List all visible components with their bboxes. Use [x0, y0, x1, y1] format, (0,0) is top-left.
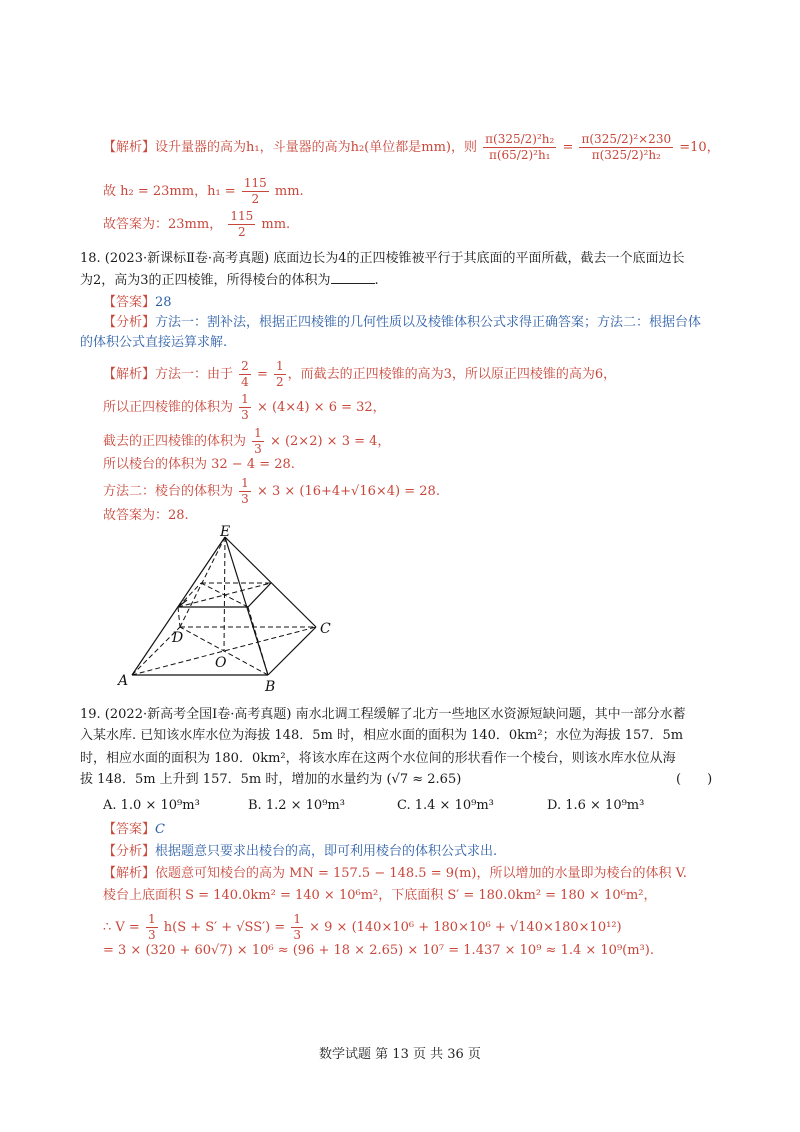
label-O: O — [215, 655, 227, 671]
q18-solution-line5: 方法二：棱台的体积为 $\frac{1}{3}$ × 3 × (16+4+√16×4) = 28. — [103, 476, 440, 506]
q18-solution-line3: 截去的正四棱锥的体积为 $\frac{1}{3}$ × (2×2) × 3 = 4， — [103, 426, 391, 456]
q19-answer: 【答案】C — [103, 822, 165, 837]
label-E: E — [220, 525, 231, 540]
q17-solution-line2: 故 h₂ = 23mm，h₁ = $\frac{115}{2}$ mm. — [103, 176, 304, 206]
solution-tag: 【解析】 — [103, 140, 156, 155]
q18-analysis-line1: 【分析】方法一：割补法，根据正四棱锥的几何性质以及棱锥体积公式求得正确答案；方法二：根据台体 — [103, 315, 702, 330]
q18-solution-line6: 故答案为：28. — [103, 508, 189, 523]
label-C: C — [320, 621, 331, 637]
frustum-figure — [110, 525, 350, 695]
q18-answer: 【答案】28 — [103, 295, 172, 310]
q18-analysis-line2: 的体积公式直接运算求解. — [80, 335, 228, 350]
q18-solution-line4: 所以棱台的体积为 32 − 4 = 28. — [103, 457, 295, 472]
q19-stem-line3: 时，相应水面的面积为 180．0km²，将该水库在这两个水位间的形状看作一个棱台，则该水库水位从海 — [80, 751, 676, 766]
q18-stem-line1: 18. (2023·新课标Ⅱ卷·高考真题) 底面边长为4的正四棱锥被平行于其底面的平面所截，截去一个底面边长 — [80, 251, 685, 266]
q18-solution-line2: 所以正四棱锥的体积为 $\frac{1}{3}$ × (4×4) × 6 = 32， — [103, 392, 386, 422]
q17-eq-result: =10， — [679, 140, 720, 155]
q19-option-c: C. 1.4 × 10⁹m³ — [397, 798, 494, 813]
q19-analysis: 【分析】根据题意只要求出棱台的高，即可利用棱台的体积公式求出. — [103, 844, 498, 859]
q17-eq-right-fraction: $\frac{\text{π(325/2)²×230}}{\text{π(325/2)²h₂}}$ — [581, 132, 672, 162]
q19-stem-line4: 拔 148．5m 上升到 157．5m 时，增加的水量约为 (√7 ≈ 2.65) — [80, 772, 462, 787]
label-B: B — [265, 679, 276, 695]
q17-eq-left-fraction: $\frac{\text{π(325/2)²h₂}}{\text{π(65/2)²h₁}}$ — [485, 132, 555, 162]
q19-option-d: D. 1.6 × 10⁹m³ — [547, 798, 645, 813]
page-footer: 数学试题 第 13 页 共 36 页 — [319, 1047, 481, 1062]
q18-stem-line2: 为2，高为3的正四棱锥，所得棱台的体积为 . — [80, 273, 379, 288]
q19-answer-paren: ( ) — [676, 772, 713, 787]
q18-solution-line1: 【解析】方法一：由于 $\frac{2}{4}$ = $\frac{1}{2}$ ，而截去的正四棱锥的高为3，所以原正四棱锥的高为6， — [103, 359, 617, 389]
q19-solution-line3: ∴ V = $\frac{1}{3}$ h(S + S′ + √SS′) = $\frac{1}{3}$ × 9 × (140×10⁶ + 180×10⁶ + √140×180×10¹²) — [103, 912, 622, 942]
label-A: A — [118, 673, 129, 689]
q19-solution-line2: 棱台上底面积 S = 140.0km² = 140 × 10⁶m²，下底面积 S′ = 180.0km² = 180 × 10⁶m²， — [103, 888, 657, 903]
q19-option-b: B. 1.2 × 10⁹m³ — [248, 798, 345, 813]
q19-stem-line1: 19. (2022·新高考全国Ⅰ卷·高考真题) 南水北调工程缓解了北方一些地区水资源短缺问题，其中一部分水蓄 — [80, 707, 686, 722]
q19-solution-line4: = 3 × (320 + 60√7) × 10⁶ ≈ (96 + 18 × 2.65) × 10⁷ = 1.437 × 10⁹ ≈ 1.4 × 10⁹(m³). — [103, 943, 654, 958]
label-D: D — [172, 630, 184, 646]
q17-solution-line1: 【解析】设升量器的高为h₁，斗量器的高为h₂(单位都是mm)，则 $\frac{\text{π(325/2)²h₂}}{\text{π(65/2)²h₁}}$ = $\frac{\text{π(325/2)²×230}}{\text{π(325/2)²h₂}}$ =10， — [103, 132, 720, 162]
q17-solution-text: 设升量器的高为h₁，斗量器的高为h₂(单位都是mm)，则 — [155, 140, 477, 155]
q19-option-a: A. 1.0 × 10⁹m³ — [103, 798, 200, 813]
q19-stem-line2: 入某水库. 已知该水库水位为海拔 148．5m 时，相应水面的面积为 140．0km²；水位为海拔 157．5m — [80, 728, 684, 743]
q19-solution-line1: 【解析】依题意可知棱台的高为 MN = 157.5 − 148.5 = 9(m)，所以增加的水量即为棱台的体积 V. — [103, 866, 687, 881]
q17-solution-line3: 故答案为：23mm， $\frac{115}{2}$ mm. — [103, 209, 291, 239]
answer-blank — [331, 271, 375, 284]
